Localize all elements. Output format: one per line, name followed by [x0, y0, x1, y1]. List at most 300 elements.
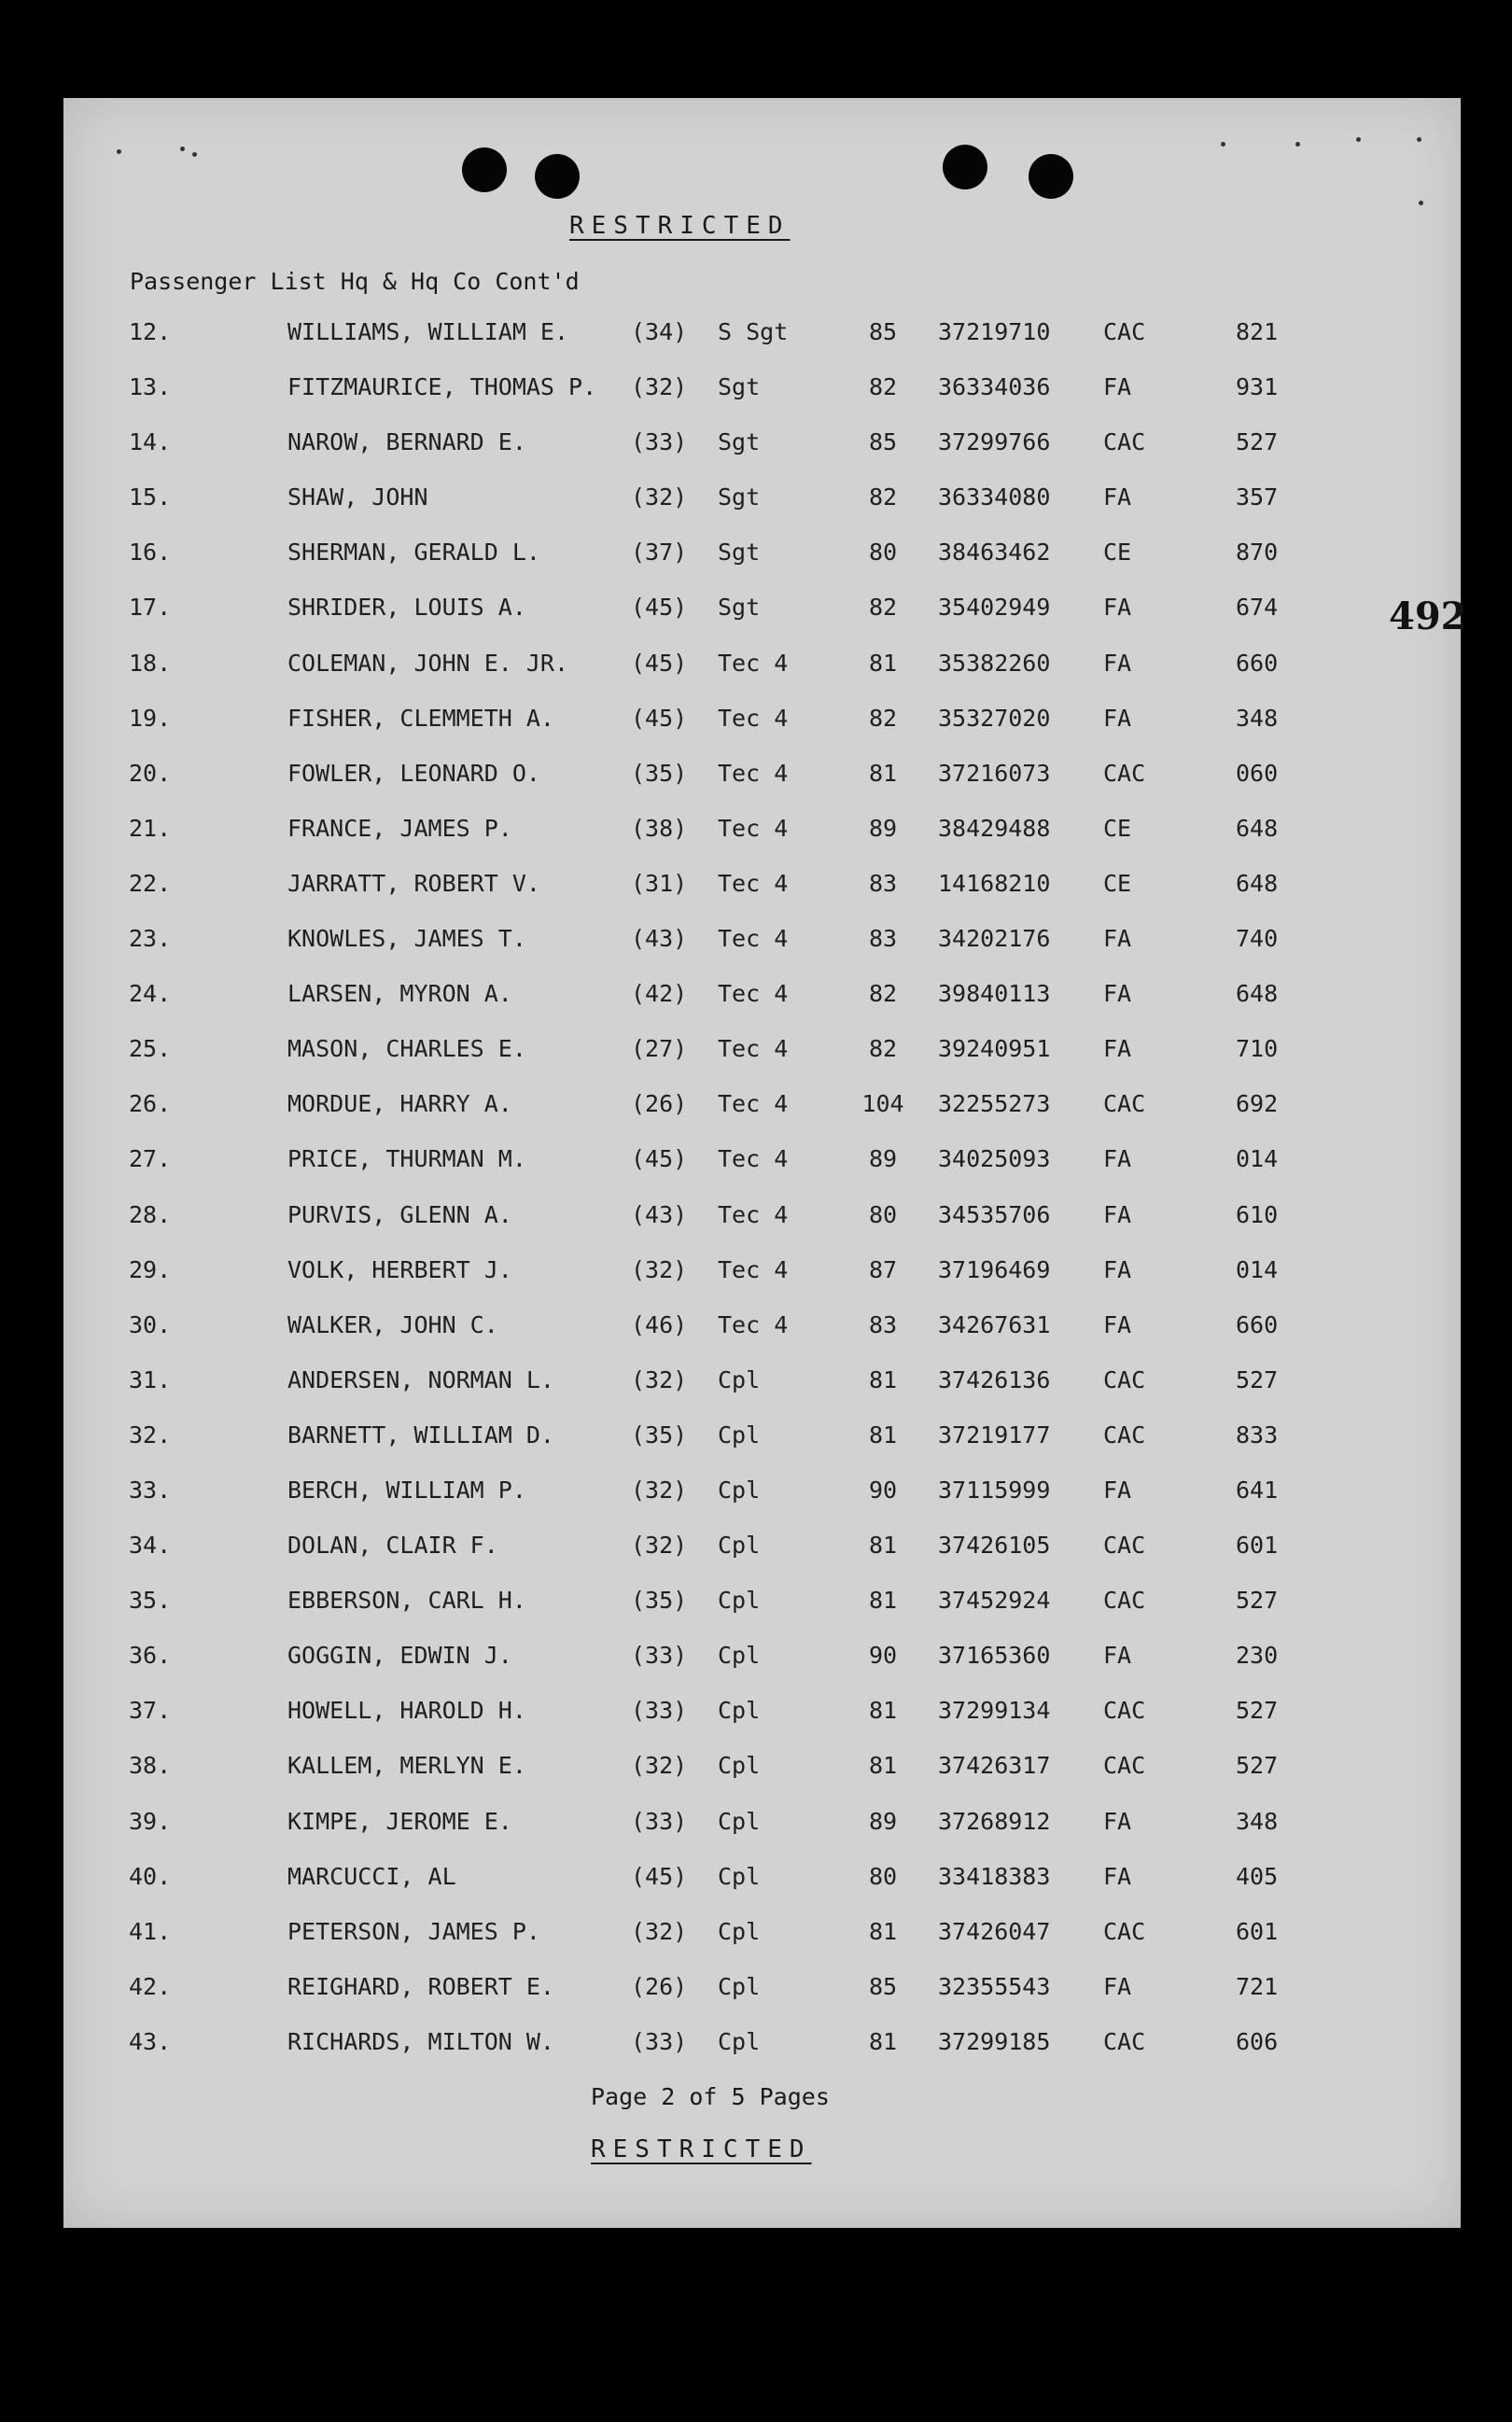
specialty-code: 527: [1236, 428, 1279, 456]
row-number: 13.: [129, 373, 172, 401]
punch-hole: [1029, 154, 1073, 199]
passenger-score: 82: [868, 1035, 898, 1063]
passenger-age: (32): [631, 1752, 688, 1780]
list-row: [63, 428, 1461, 483]
passenger-rank: Tec 4: [718, 980, 789, 1008]
passenger-score: 82: [868, 483, 898, 511]
specialty-code: 674: [1236, 594, 1279, 622]
passenger-name: FRANCE, JAMES P.: [287, 814, 512, 842]
passenger-name: PURVIS, GLENN A.: [287, 1200, 512, 1228]
serial-number: 32255273: [938, 1090, 1051, 1118]
specialty-code: 230: [1236, 1642, 1279, 1670]
passenger-rank: Sgt: [718, 483, 761, 511]
branch-code: FA: [1103, 594, 1132, 622]
specialty-code: 931: [1236, 373, 1279, 401]
branch-code: FA: [1103, 1255, 1132, 1283]
specialty-code: 527: [1236, 1365, 1279, 1393]
passenger-rank: Cpl: [718, 1642, 761, 1670]
list-row: [63, 1090, 1461, 1145]
row-number: 25.: [129, 1035, 172, 1063]
paper-speck: [1295, 142, 1300, 147]
serial-number: 37268912: [938, 1807, 1051, 1835]
specialty-code: 610: [1236, 1200, 1279, 1228]
passenger-score: 82: [868, 373, 898, 401]
passenger-age: (45): [631, 649, 688, 677]
passenger-rank: Tec 4: [718, 814, 789, 842]
passenger-score: 81: [868, 2027, 898, 2055]
paper-speck: [192, 152, 197, 157]
list-row: [63, 1587, 1461, 1642]
passenger-rank: Cpl: [718, 1587, 761, 1615]
list-row: [63, 1145, 1461, 1200]
passenger-name: KIMPE, JEROME E.: [287, 1807, 512, 1835]
passenger-rank: S Sgt: [718, 318, 789, 345]
passenger-score: 89: [868, 1807, 898, 1835]
row-number: 31.: [129, 1365, 172, 1393]
list-row: [63, 1035, 1461, 1090]
passenger-age: (34): [631, 318, 688, 345]
specialty-code: 648: [1236, 869, 1279, 897]
passenger-rank: Tec 4: [718, 1145, 789, 1173]
passenger-name: REIGHARD, ROBERT E.: [287, 1972, 554, 2000]
specialty-code: 721: [1236, 1972, 1279, 2000]
passenger-rank: Tec 4: [718, 1035, 789, 1063]
page-indicator: Page 2 of 5 Pages: [591, 2083, 830, 2110]
passenger-age: (45): [631, 1862, 688, 1890]
list-row: [63, 650, 1461, 705]
branch-code: FA: [1103, 1642, 1132, 1670]
list-row: [63, 373, 1461, 428]
serial-number: 33418383: [938, 1862, 1051, 1890]
passenger-score: 90: [868, 1642, 898, 1670]
passenger-age: (35): [631, 759, 688, 787]
passenger-name: PETERSON, JAMES P.: [287, 1917, 540, 1945]
row-number: 24.: [129, 980, 172, 1008]
list-row: [63, 1311, 1461, 1366]
branch-code: CAC: [1103, 1752, 1146, 1780]
passenger-score: 80: [868, 1200, 898, 1228]
passenger-name: WILLIAMS, WILLIAM E.: [287, 318, 569, 345]
specialty-code: 660: [1236, 1310, 1279, 1338]
passenger-age: (32): [631, 483, 688, 511]
passenger-age: (27): [631, 1035, 688, 1063]
branch-code: CAC: [1103, 759, 1146, 787]
specialty-code: 601: [1236, 1532, 1279, 1560]
passenger-score: 80: [868, 539, 898, 567]
passenger-rank: Tec 4: [718, 925, 789, 953]
passenger-rank: Tec 4: [718, 759, 789, 787]
passenger-age: (33): [631, 1697, 688, 1725]
row-number: 22.: [129, 869, 172, 897]
row-number: 29.: [129, 1255, 172, 1283]
branch-code: FA: [1103, 373, 1132, 401]
passenger-name: KALLEM, MERLYN E.: [287, 1752, 526, 1780]
row-number: 42.: [129, 1972, 172, 2000]
specialty-code: 660: [1236, 649, 1279, 677]
serial-number: 37299134: [938, 1697, 1051, 1725]
passenger-rank: Tec 4: [718, 1090, 789, 1118]
passenger-name: SHAW, JOHN: [287, 483, 428, 511]
serial-number: 39240951: [938, 1035, 1051, 1063]
row-number: 37.: [129, 1697, 172, 1725]
passenger-age: (26): [631, 1090, 688, 1118]
serial-number: 37299766: [938, 428, 1051, 456]
passenger-name: BARNETT, WILLIAM D.: [287, 1421, 554, 1449]
passenger-score: 85: [868, 1972, 898, 2000]
passenger-rank: Cpl: [718, 1807, 761, 1835]
branch-code: CAC: [1103, 1421, 1146, 1449]
passenger-age: (33): [631, 1642, 688, 1670]
passenger-age: (32): [631, 373, 688, 401]
passenger-age: (33): [631, 1807, 688, 1835]
row-number: 15.: [129, 483, 172, 511]
specialty-code: 014: [1236, 1255, 1279, 1283]
passenger-name: WALKER, JOHN C.: [287, 1310, 498, 1338]
list-row: [63, 1918, 1461, 1973]
specialty-code: 527: [1236, 1752, 1279, 1780]
serial-number: 34267631: [938, 1310, 1051, 1338]
passenger-age: (32): [631, 1917, 688, 1945]
list-row: [63, 2028, 1461, 2083]
list-row: [63, 483, 1461, 539]
list-row: [63, 1808, 1461, 1863]
passenger-age: (35): [631, 1421, 688, 1449]
passenger-rank: Cpl: [718, 2027, 761, 2055]
passenger-rank: Cpl: [718, 1752, 761, 1780]
paper-speck: [1221, 142, 1225, 147]
passenger-score: 81: [868, 1365, 898, 1393]
list-row: [63, 1642, 1461, 1697]
branch-code: CAC: [1103, 1587, 1146, 1615]
passenger-score: 85: [868, 428, 898, 456]
specialty-code: 692: [1236, 1090, 1279, 1118]
passenger-name: SHERMAN, GERALD L.: [287, 539, 540, 567]
punch-hole: [535, 154, 580, 199]
serial-number: 37115999: [938, 1476, 1051, 1504]
passenger-list: [63, 318, 1461, 2083]
serial-number: 37426047: [938, 1917, 1051, 1945]
handwritten-page-number: 492: [1389, 595, 1467, 638]
list-row: [63, 539, 1461, 594]
passenger-age: (43): [631, 925, 688, 953]
row-number: 40.: [129, 1862, 172, 1890]
specialty-code: 405: [1236, 1862, 1279, 1890]
serial-number: 32355543: [938, 1972, 1051, 2000]
passenger-age: (31): [631, 869, 688, 897]
serial-number: 35382260: [938, 649, 1051, 677]
passenger-score: 81: [868, 1587, 898, 1615]
list-row: [63, 1752, 1461, 1807]
passenger-rank: Cpl: [718, 1365, 761, 1393]
serial-number: 37196469: [938, 1255, 1051, 1283]
passenger-name: MASON, CHARLES E.: [287, 1035, 526, 1063]
passenger-age: (45): [631, 594, 688, 622]
passenger-rank: Tec 4: [718, 869, 789, 897]
specialty-code: 060: [1236, 759, 1279, 787]
passenger-score: 81: [868, 1752, 898, 1780]
serial-number: 37426105: [938, 1532, 1051, 1560]
passenger-rank: Tec 4: [718, 1310, 789, 1338]
passenger-age: (33): [631, 2027, 688, 2055]
passenger-name: RICHARDS, MILTON W.: [287, 2027, 554, 2055]
passenger-score: 104: [861, 1090, 904, 1118]
passenger-rank: Tec 4: [718, 704, 789, 732]
specialty-code: 821: [1236, 318, 1279, 345]
serial-number: 37426317: [938, 1752, 1051, 1780]
branch-code: FA: [1103, 1310, 1132, 1338]
passenger-score: 87: [868, 1255, 898, 1283]
passenger-score: 80: [868, 1862, 898, 1890]
list-row: [63, 1477, 1461, 1532]
branch-code: FA: [1103, 1145, 1132, 1173]
list-row: [63, 925, 1461, 980]
serial-number: 38429488: [938, 814, 1051, 842]
serial-number: 36334036: [938, 373, 1051, 401]
list-row: [63, 1421, 1461, 1477]
row-number: 41.: [129, 1917, 172, 1945]
passenger-rank: Tec 4: [718, 649, 789, 677]
passenger-score: 82: [868, 704, 898, 732]
passenger-rank: Sgt: [718, 428, 761, 456]
punch-hole: [462, 147, 507, 192]
serial-number: 37299185: [938, 2027, 1051, 2055]
list-row: [63, 1973, 1461, 2028]
specialty-code: 740: [1236, 925, 1279, 953]
passenger-name: NAROW, BERNARD E.: [287, 428, 526, 456]
passenger-score: 82: [868, 980, 898, 1008]
passenger-age: (32): [631, 1476, 688, 1504]
serial-number: 39840113: [938, 980, 1051, 1008]
branch-code: FA: [1103, 1972, 1132, 2000]
passenger-score: 83: [868, 925, 898, 953]
passenger-name: VOLK, HERBERT J.: [287, 1255, 512, 1283]
passenger-rank: Cpl: [718, 1421, 761, 1449]
paper-speck: [117, 149, 121, 154]
list-row: [63, 594, 1461, 649]
specialty-code: 601: [1236, 1917, 1279, 1945]
row-number: 28.: [129, 1200, 172, 1228]
row-number: 32.: [129, 1421, 172, 1449]
passenger-age: (26): [631, 1972, 688, 2000]
serial-number: 38463462: [938, 539, 1051, 567]
row-number: 36.: [129, 1642, 172, 1670]
branch-code: FA: [1103, 1862, 1132, 1890]
row-number: 43.: [129, 2027, 172, 2055]
passenger-age: (35): [631, 1587, 688, 1615]
list-row: [63, 1697, 1461, 1752]
serial-number: 35327020: [938, 704, 1051, 732]
specialty-code: 357: [1236, 483, 1279, 511]
paper-speck: [1356, 137, 1361, 142]
passenger-age: (32): [631, 1532, 688, 1560]
passenger-name: BERCH, WILLIAM P.: [287, 1476, 526, 1504]
passenger-rank: Cpl: [718, 1917, 761, 1945]
serial-number: 35402949: [938, 594, 1051, 622]
passenger-age: (32): [631, 1255, 688, 1283]
passenger-name: FITZMAURICE, THOMAS P.: [287, 373, 597, 401]
branch-code: CAC: [1103, 1917, 1146, 1945]
row-number: 27.: [129, 1145, 172, 1173]
branch-code: FA: [1103, 1807, 1132, 1835]
specialty-code: 641: [1236, 1476, 1279, 1504]
passenger-age: (45): [631, 1145, 688, 1173]
passenger-name: COLEMAN, JOHN E. JR.: [287, 649, 569, 677]
passenger-name: ANDERSEN, NORMAN L.: [287, 1365, 554, 1393]
passenger-name: PRICE, THURMAN M.: [287, 1145, 526, 1173]
passenger-rank: Tec 4: [718, 1255, 789, 1283]
list-row: [63, 760, 1461, 815]
passenger-age: (37): [631, 539, 688, 567]
branch-code: FA: [1103, 1476, 1132, 1504]
passenger-score: 81: [868, 1421, 898, 1449]
punch-hole: [943, 145, 987, 189]
branch-code: CE: [1103, 869, 1132, 897]
specialty-code: 014: [1236, 1145, 1279, 1173]
serial-number: 36334080: [938, 483, 1051, 511]
branch-code: FA: [1103, 704, 1132, 732]
branch-code: FA: [1103, 1200, 1132, 1228]
serial-number: 34535706: [938, 1200, 1051, 1228]
passenger-list-subheading: Passenger List Hq & Hq Co Cont'd: [130, 268, 580, 295]
specialty-code: 348: [1236, 1807, 1279, 1835]
passenger-score: 81: [868, 759, 898, 787]
passenger-age: (45): [631, 704, 688, 732]
passenger-age: (46): [631, 1310, 688, 1338]
list-row: [63, 1201, 1461, 1256]
row-number: 30.: [129, 1310, 172, 1338]
passenger-score: 89: [868, 1145, 898, 1173]
branch-code: FA: [1103, 649, 1132, 677]
passenger-rank: Cpl: [718, 1476, 761, 1504]
list-row: [63, 815, 1461, 870]
row-number: 34.: [129, 1532, 172, 1560]
row-number: 18.: [129, 649, 172, 677]
passenger-name: HOWELL, HAROLD H.: [287, 1697, 526, 1725]
branch-code: CE: [1103, 814, 1132, 842]
passenger-score: 83: [868, 869, 898, 897]
row-number: 14.: [129, 428, 172, 456]
specialty-code: 527: [1236, 1587, 1279, 1615]
passenger-name: FOWLER, LEONARD O.: [287, 759, 540, 787]
list-row: [63, 1532, 1461, 1587]
serial-number: 37219710: [938, 318, 1051, 345]
serial-number: 34202176: [938, 925, 1051, 953]
row-number: 17.: [129, 594, 172, 622]
serial-number: 37219177: [938, 1421, 1051, 1449]
passenger-age: (32): [631, 1365, 688, 1393]
document-page: [63, 98, 1467, 2228]
branch-code: CAC: [1103, 1365, 1146, 1393]
row-number: 12.: [129, 318, 172, 345]
serial-number: 14168210: [938, 869, 1051, 897]
restricted-footer: RESTRICTED: [591, 2135, 812, 2163]
passenger-rank: Cpl: [718, 1532, 761, 1560]
passenger-score: 82: [868, 594, 898, 622]
passenger-score: 89: [868, 814, 898, 842]
passenger-rank: Sgt: [718, 594, 761, 622]
passenger-name: EBBERSON, CARL H.: [287, 1587, 526, 1615]
specialty-code: 648: [1236, 980, 1279, 1008]
row-number: 35.: [129, 1587, 172, 1615]
branch-code: FA: [1103, 483, 1132, 511]
passenger-rank: Cpl: [718, 1697, 761, 1725]
branch-code: CAC: [1103, 1697, 1146, 1725]
specialty-code: 606: [1236, 2027, 1279, 2055]
branch-code: CAC: [1103, 318, 1146, 345]
passenger-name: SHRIDER, LOUIS A.: [287, 594, 526, 622]
row-number: 38.: [129, 1752, 172, 1780]
specialty-code: 870: [1236, 539, 1279, 567]
row-number: 19.: [129, 704, 172, 732]
specialty-code: 710: [1236, 1035, 1279, 1063]
passenger-rank: Sgt: [718, 373, 761, 401]
passenger-score: 81: [868, 649, 898, 677]
passenger-age: (33): [631, 428, 688, 456]
passenger-rank: Sgt: [718, 539, 761, 567]
specialty-code: 348: [1236, 704, 1279, 732]
row-number: 20.: [129, 759, 172, 787]
specialty-code: 648: [1236, 814, 1279, 842]
serial-number: 37452924: [938, 1587, 1051, 1615]
serial-number: 37165360: [938, 1642, 1051, 1670]
passenger-rank: Cpl: [718, 1972, 761, 2000]
passenger-name: GOGGIN, EDWIN J.: [287, 1642, 512, 1670]
passenger-score: 83: [868, 1310, 898, 1338]
row-number: 16.: [129, 539, 172, 567]
serial-number: 37426136: [938, 1365, 1051, 1393]
row-number: 39.: [129, 1807, 172, 1835]
passenger-name: DOLAN, CLAIR F.: [287, 1532, 498, 1560]
branch-code: FA: [1103, 1035, 1132, 1063]
serial-number: 37216073: [938, 759, 1051, 787]
passenger-age: (43): [631, 1200, 688, 1228]
passenger-name: MORDUE, HARRY A.: [287, 1090, 512, 1118]
branch-code: CAC: [1103, 2027, 1146, 2055]
passenger-age: (38): [631, 814, 688, 842]
branch-code: CE: [1103, 539, 1132, 567]
list-row: [63, 705, 1461, 760]
passenger-name: MARCUCCI, AL: [287, 1862, 456, 1890]
passenger-score: 81: [868, 1532, 898, 1560]
row-number: 21.: [129, 814, 172, 842]
passenger-score: 81: [868, 1917, 898, 1945]
list-row: [63, 870, 1461, 925]
row-number: 26.: [129, 1090, 172, 1118]
restricted-header: RESTRICTED: [569, 212, 791, 240]
passenger-name: JARRATT, ROBERT V.: [287, 869, 540, 897]
passenger-score: 85: [868, 318, 898, 345]
row-number: 23.: [129, 925, 172, 953]
branch-code: CAC: [1103, 428, 1146, 456]
branch-code: CAC: [1103, 1090, 1146, 1118]
serial-number: 34025093: [938, 1145, 1051, 1173]
list-row: [63, 1863, 1461, 1918]
paper-speck: [1417, 137, 1421, 142]
branch-code: FA: [1103, 980, 1132, 1008]
row-number: 33.: [129, 1476, 172, 1504]
passenger-score: 90: [868, 1476, 898, 1504]
passenger-name: LARSEN, MYRON A.: [287, 980, 512, 1008]
passenger-age: (42): [631, 980, 688, 1008]
passenger-name: KNOWLES, JAMES T.: [287, 925, 526, 953]
list-row: [63, 980, 1461, 1035]
list-row: [63, 1366, 1461, 1421]
list-row: [63, 1256, 1461, 1311]
list-row: [63, 318, 1461, 373]
specialty-code: 833: [1236, 1421, 1279, 1449]
paper-speck: [180, 147, 185, 151]
paper-speck: [1419, 201, 1423, 205]
